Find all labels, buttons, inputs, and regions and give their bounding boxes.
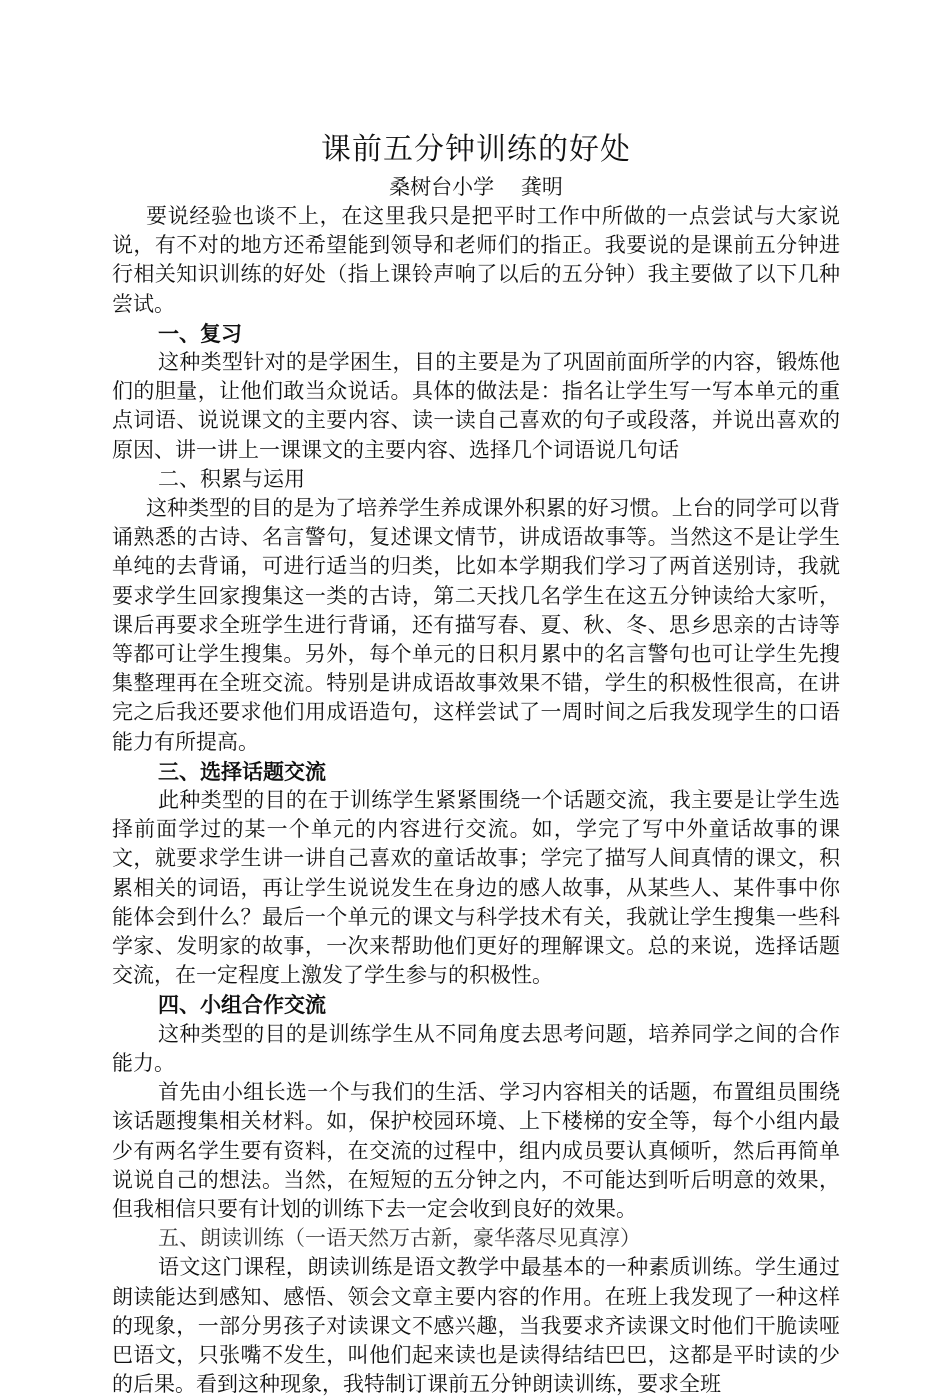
section-heading-review: 一、复习 xyxy=(158,320,242,346)
section-paragraph: 首先由小组长选一个与我们的生活、学习内容相关的话题，布置组员围绕该话题搜集相关材料。如，保护校园环境、上下楼梯的安全等，每个小组内最少有两名学生要有资料，在交流的过程中，组内成员要认真倾听，然后再简单说说自己的想法。当然，在短短的五分钟之内，不可能达到听后明意的效果，但我相信只要有计划的训练下去一定会收到良好的效果。 xyxy=(112,1080,840,1221)
section-heading-reading-training: 五、朗读训练（一语天然万古新，豪华落尽见真淳） xyxy=(158,1226,641,1251)
document-author: 桑树台小学 龚明 xyxy=(389,175,563,199)
document-body xyxy=(112,202,840,1399)
section-paragraph: 这种类型的目的是为了培养学生养成课外积累的好习惯。上台的同学可以背诵熟悉的古诗、名言警句，复述课文情节，讲成语故事等。当然这不是让学生单纯的去背诵，可进行适当的归类，比如本学期我们学习了两首送别诗，我就要求学生回家搜集这一类的古诗，第二天找几名学生在这五分钟读给大家听，课后再要求全班学生进行背诵，还有描写春、夏、秋、冬、思乡思亲的古诗等等都可让学生搜集。另外，每个单元的日积月累中的名言警句也可让学生先搜集整理再在全班交流。特别是讲成语故事效果不错，学生的积极性很高，在讲完之后我还要求他们用成语造句，这样尝试了一周时间之后我发现学生的口语能力有所提高。 xyxy=(112,496,840,754)
section-paragraph: 此种类型的目的在于训练学生紧紧围绕一个话题交流，我主要是让学生选择前面学过的某一个单元的内容进行交流。如，学完了写中外童话故事的课文，就要求学生讲一讲自己喜欢的童话故事；学完了描写人间真情的课文，积累相关的词语，再让学生说说发生在身边的感人故事，从某些人、某件事中你能体会到什么？最后一个单元的课文与科学技术有关，我就让学生搜集一些科学家、发明家的故事，一次来帮助他们更好的理解课文。总的来说，选择话题交流，在一定程度上激发了学生参与的积极性。 xyxy=(112,788,840,988)
section-heading-group-cooperation: 四、小组合作交流 xyxy=(158,992,326,1018)
section-heading-accumulation: 二、积累与运用 xyxy=(158,466,305,491)
section-heading-topic-exchange: 三、选择话题交流 xyxy=(158,758,326,784)
section-paragraph: 这种类型针对的是学困生，目的主要是为了巩固前面所学的内容，锻炼他们的胆量，让他们敢当众说话。具体的做法是：指名让学生写一写本单元的重点词语、说说课文的主要内容、读一读自己喜欢的句子或段落，并说出喜欢的原因、讲一讲上一课课文的主要内容、选择几个词语说几句话 xyxy=(112,350,840,462)
document-title: 课前五分钟训练的好处 xyxy=(321,132,631,167)
document-page xyxy=(112,128,840,1399)
section-paragraph: 语文这门课程，朗读训练是语文教学中最基本的一种素质训练。学生通过朗读能达到感知、感悟、领会文章主要内容的作用。在班上我发现了一种这样的现象，一部分男孩子对读课文不感兴趣，当我要求齐读课文时他们干脆读哑巴语文，只张嘴不发生，叫他们起来读也是读得结结巴巴，这都是平时读的少的后果。看到这种现象，我特制订课前五分钟朗读训练，要求全班 xyxy=(112,1255,840,1397)
section-paragraph: 这种类型的目的是训练学生从不同角度去思考问题，培养同学之间的合作能力。 xyxy=(112,1021,840,1075)
intro-paragraph: 要说经验也谈不上，在这里我只是把平时工作中所做的一点尝试与大家说说，有不对的地方还希望能到领导和老师们的指正。我要说的是课前五分钟进行相关知识训练的好处（指上课铃声响了以后的五分钟）我主要做了以下几种尝试。 xyxy=(112,204,840,316)
